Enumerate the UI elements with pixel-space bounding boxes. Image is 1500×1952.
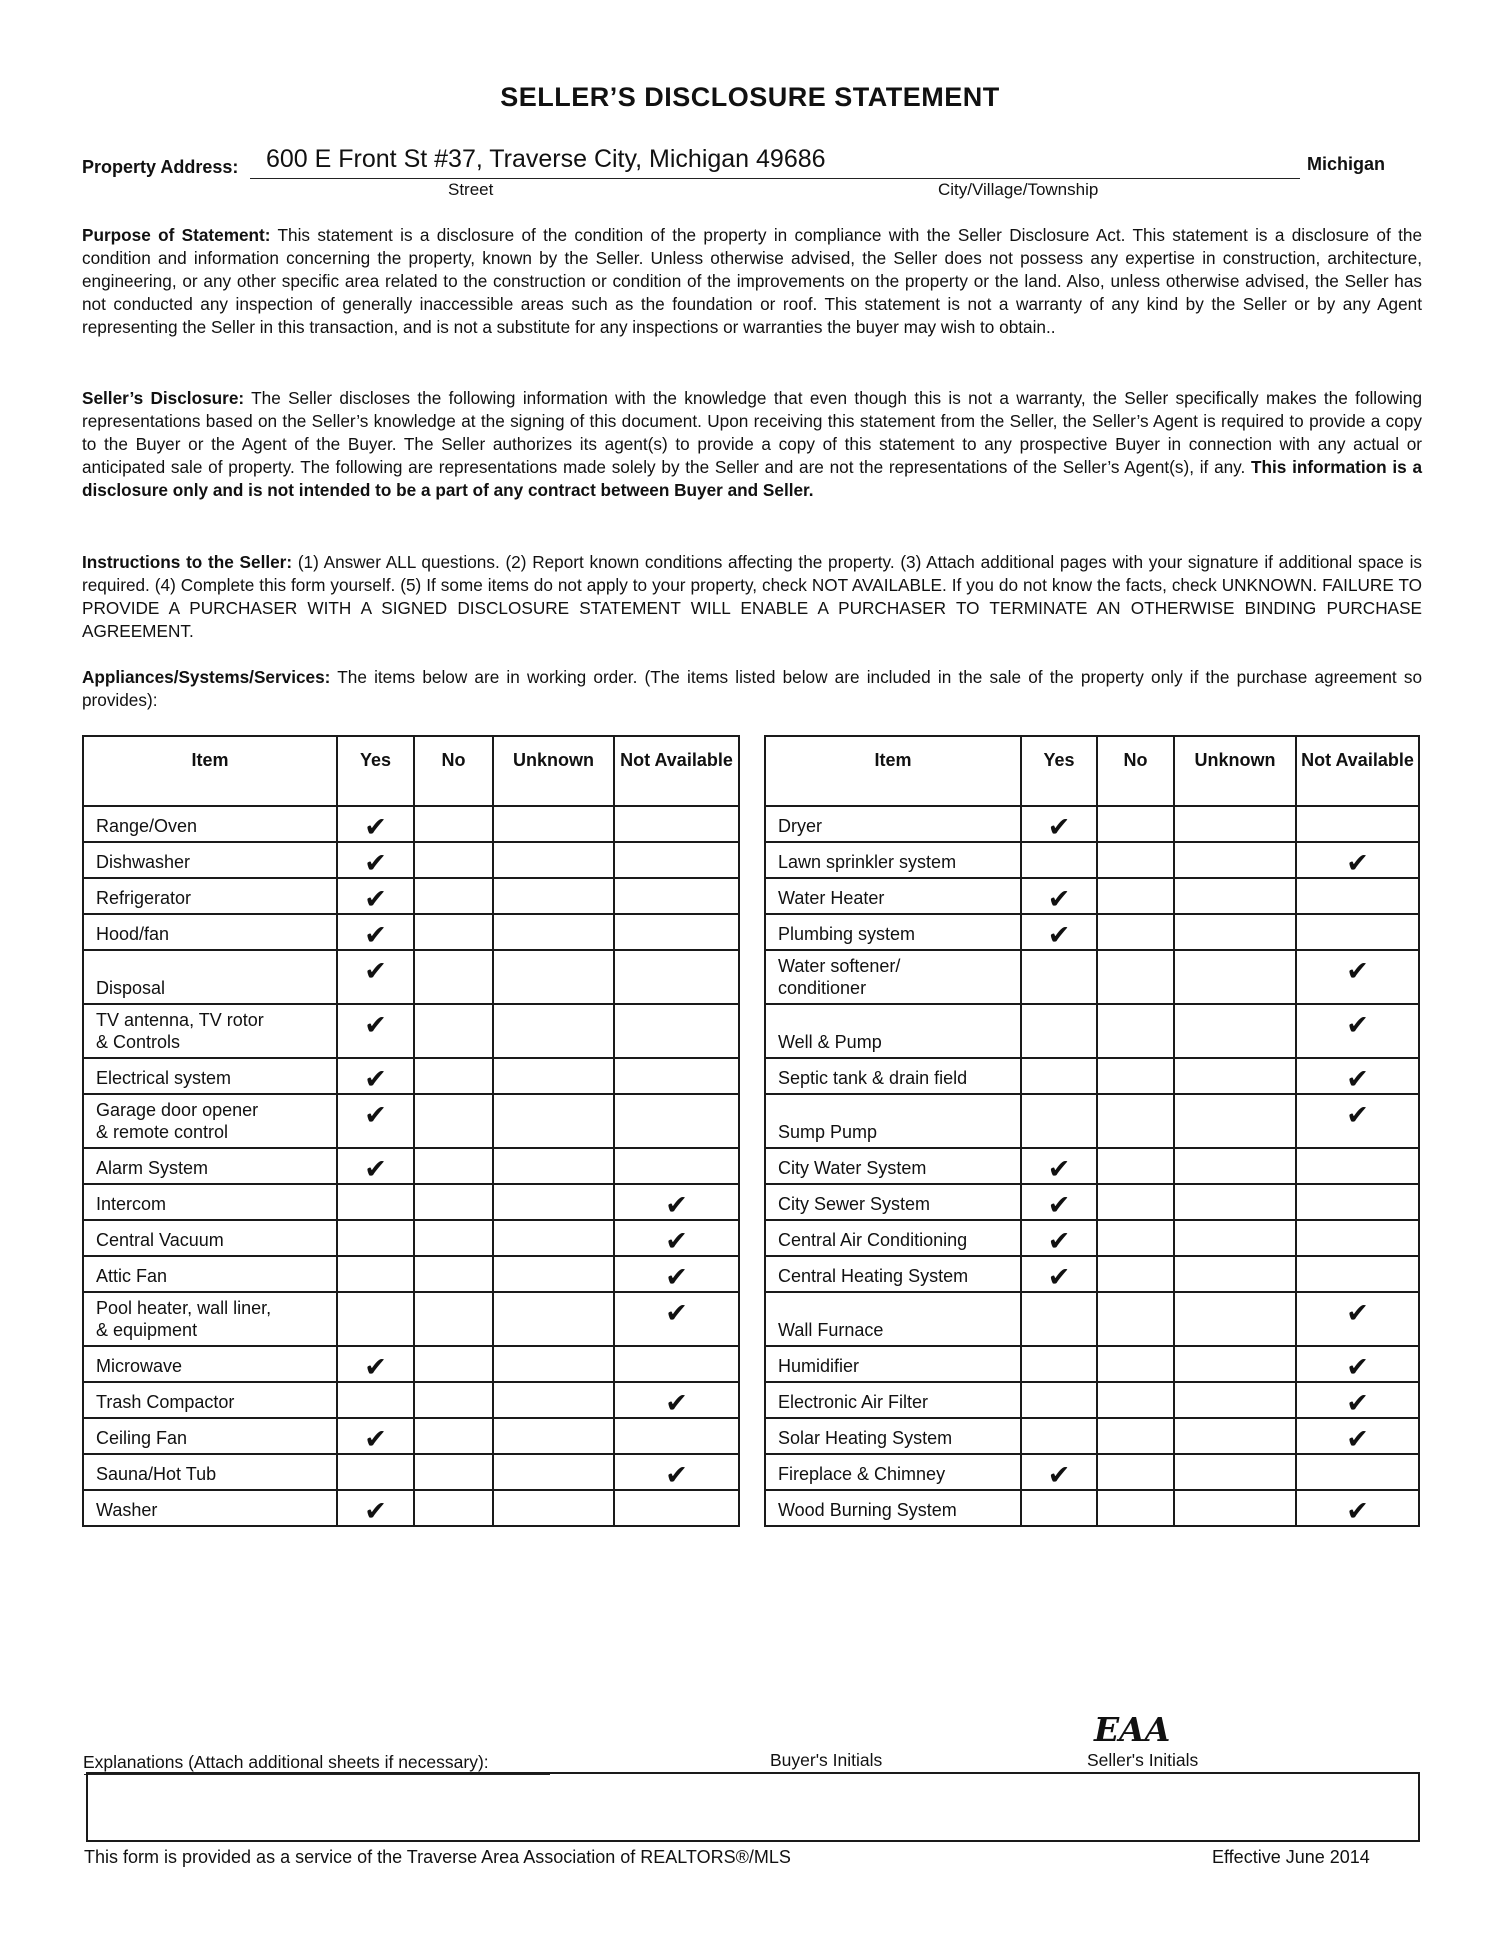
check-mark-icon: ✔ (1047, 812, 1071, 842)
checkbox-unknown[interactable] (493, 1148, 614, 1184)
checkbox-yes[interactable] (337, 1490, 414, 1526)
checkbox-no[interactable] (1097, 1454, 1174, 1490)
checkbox-na[interactable] (614, 1490, 739, 1526)
checkbox-na[interactable] (1296, 1256, 1419, 1292)
checkbox-yes[interactable] (1021, 1256, 1097, 1292)
item-label: Water softener/ conditioner (765, 950, 1021, 1004)
col-header-no: No (414, 736, 493, 806)
checkbox-yes[interactable] (1021, 1058, 1097, 1094)
check-mark-icon: ✔ (665, 1460, 688, 1490)
item-label: Attic Fan (83, 1256, 337, 1292)
item-label: Central Air Conditioning (765, 1220, 1021, 1256)
table-row (765, 950, 1419, 1004)
checkbox-no[interactable] (414, 1256, 493, 1292)
table-row (765, 1004, 1419, 1058)
checkbox-unknown[interactable] (1174, 1454, 1296, 1490)
col-header-not-available: Not Available (1296, 736, 1419, 806)
item-label: Fireplace & Chimney (765, 1454, 1021, 1490)
checkbox-na[interactable] (614, 1004, 739, 1058)
checkbox-na[interactable] (614, 950, 739, 1004)
check-mark-icon: ✔ (1346, 1010, 1369, 1040)
checkbox-yes[interactable] (337, 1148, 414, 1184)
checkbox-unknown[interactable] (493, 1184, 614, 1220)
checkbox-unknown[interactable] (1174, 1004, 1296, 1058)
checkbox-unknown[interactable] (1174, 1220, 1296, 1256)
checkbox-unknown[interactable] (1174, 1094, 1296, 1148)
item-label: Humidifier (765, 1346, 1021, 1382)
item-label: Dryer (765, 806, 1021, 842)
sellers-initials-label: Seller's Initials (1087, 1750, 1199, 1770)
checkbox-yes[interactable] (1021, 1094, 1097, 1148)
checkbox-no[interactable] (414, 1292, 493, 1346)
property-state: Michigan (1307, 154, 1386, 174)
check-mark-icon: ✔ (1346, 1298, 1369, 1328)
checkbox-yes[interactable] (1021, 842, 1097, 878)
checkbox-na[interactable] (1296, 806, 1419, 842)
item-label: Septic tank & drain field (765, 1058, 1021, 1094)
checkbox-na[interactable] (614, 878, 739, 914)
property-address-line (250, 178, 1300, 179)
table-row (83, 1184, 739, 1220)
checkbox-unknown[interactable] (493, 1418, 614, 1454)
item-label: Well & Pump (765, 1004, 1021, 1058)
checkbox-no[interactable] (1097, 1292, 1174, 1346)
checkbox-no[interactable] (414, 1220, 493, 1256)
checkbox-na[interactable] (614, 1346, 739, 1382)
table-row (83, 914, 739, 950)
check-mark-icon: ✔ (364, 956, 387, 986)
explanations-label: Explanations (Attach additional sheets if necessary): (83, 1752, 489, 1772)
check-mark-icon: ✔ (364, 848, 387, 878)
item-label: Electrical system (83, 1058, 337, 1094)
table-row (765, 842, 1419, 878)
checkbox-yes[interactable] (1021, 1454, 1097, 1490)
checkbox-no[interactable] (414, 1058, 493, 1094)
item-label: City Sewer System (765, 1184, 1021, 1220)
table-row (765, 1292, 1419, 1346)
checkbox-no[interactable] (414, 878, 493, 914)
table-row (765, 1490, 1419, 1526)
checkbox-unknown[interactable] (1174, 1346, 1296, 1382)
effective-date: Effective June 2014 (1212, 1847, 1370, 1867)
checkbox-na[interactable] (1296, 1418, 1419, 1454)
checkbox-no[interactable] (1097, 1094, 1174, 1148)
checkbox-yes[interactable] (1021, 1004, 1097, 1058)
table-row (765, 1256, 1419, 1292)
checkbox-na[interactable] (1296, 1454, 1419, 1490)
checkbox-yes[interactable] (337, 1094, 414, 1148)
check-mark-icon: ✔ (364, 1064, 387, 1094)
item-label: Lawn sprinkler system (765, 842, 1021, 878)
checkbox-na[interactable] (1296, 1220, 1419, 1256)
checkbox-unknown[interactable] (493, 1004, 614, 1058)
instructions-heading: Instructions to the Seller: (82, 552, 293, 572)
checkbox-na[interactable] (614, 914, 739, 950)
table-row (765, 806, 1419, 842)
check-mark-icon: ✔ (665, 1298, 688, 1328)
checkbox-unknown[interactable] (493, 1220, 614, 1256)
checkbox-yes[interactable] (1021, 1220, 1097, 1256)
table-row (83, 1004, 739, 1058)
item-label: Alarm System (83, 1148, 337, 1184)
checkbox-unknown[interactable] (1174, 842, 1296, 878)
checkbox-yes[interactable] (337, 1184, 414, 1220)
checkbox-na[interactable] (1296, 1490, 1419, 1526)
checkbox-no[interactable] (1097, 914, 1174, 950)
checkbox-na[interactable] (1296, 1004, 1419, 1058)
checkbox-yes[interactable] (337, 1220, 414, 1256)
checkbox-no[interactable] (414, 950, 493, 1004)
table-row (83, 842, 739, 878)
checkbox-no[interactable] (1097, 1346, 1174, 1382)
checkbox-unknown[interactable] (1174, 914, 1296, 950)
checkbox-unknown[interactable] (493, 878, 614, 914)
check-mark-icon: ✔ (364, 812, 387, 842)
checkbox-na[interactable] (614, 1382, 739, 1418)
seller-initials-signature: EAA (1094, 1710, 1171, 1749)
checkbox-unknown[interactable] (1174, 1292, 1296, 1346)
check-mark-icon: ✔ (1047, 1154, 1071, 1184)
disclosure-text: The Seller discloses the following information with the knowledge that even though this is not a warranty, the Seller specifically makes the following representations based on the Seller’s knowledge at the signing of this document. Upon receiving this statement from the Seller, the Seller’s Agent is required to provide a copy to the Buyer or the Agent of the Buyer. The Seller authorizes its agent(s) to provide a copy of this statement to any prospective Buyer in connection with any actual or anticipated sale of property. The following are representations made solely by the Seller and are not the representations of the Seller’s Agent(s), if any. (82, 388, 1423, 477)
checkbox-unknown[interactable] (1174, 1490, 1296, 1526)
checkbox-no[interactable] (414, 1346, 493, 1382)
check-mark-icon: ✔ (665, 1388, 688, 1418)
table-row (83, 950, 739, 1004)
item-label: Refrigerator (83, 878, 337, 914)
checkbox-yes[interactable] (337, 1292, 414, 1346)
item-label: Sauna/Hot Tub (83, 1454, 337, 1490)
table-row (83, 1346, 739, 1382)
checkbox-yes[interactable] (337, 1382, 414, 1418)
checkbox-no[interactable] (414, 1184, 493, 1220)
checkbox-unknown[interactable] (1174, 1418, 1296, 1454)
checkbox-unknown[interactable] (493, 1292, 614, 1346)
explanations-box[interactable] (86, 1772, 1420, 1842)
table-row (765, 1418, 1419, 1454)
item-label: Water Heater (765, 878, 1021, 914)
table-row (83, 1490, 739, 1526)
check-mark-icon: ✔ (364, 884, 387, 914)
checkbox-na[interactable] (614, 1148, 739, 1184)
check-mark-icon: ✔ (1047, 1460, 1071, 1490)
checkbox-na[interactable] (1296, 1382, 1419, 1418)
disclosure-heading: Seller’s Disclosure: (82, 388, 245, 408)
item-label: Plumbing system (765, 914, 1021, 950)
checkbox-no[interactable] (1097, 842, 1174, 878)
table-row (765, 878, 1419, 914)
col-header-item: Item (83, 736, 337, 806)
checkbox-unknown[interactable] (1174, 1058, 1296, 1094)
item-label: Dishwasher (83, 842, 337, 878)
checkbox-yes[interactable] (337, 914, 414, 950)
check-mark-icon: ✔ (665, 1262, 688, 1292)
checkbox-unknown[interactable] (1174, 1184, 1296, 1220)
checkbox-na[interactable] (1296, 950, 1419, 1004)
checkbox-yes[interactable] (1021, 1490, 1097, 1526)
check-mark-icon: ✔ (364, 1010, 387, 1040)
check-mark-icon: ✔ (1346, 1352, 1369, 1382)
checkbox-no[interactable] (414, 1148, 493, 1184)
checkbox-no[interactable] (1097, 1490, 1174, 1526)
city-caption: City/Village/Township (938, 180, 1099, 199)
check-mark-icon: ✔ (665, 1226, 688, 1256)
checkbox-no[interactable] (414, 914, 493, 950)
checkbox-no[interactable] (414, 1004, 493, 1058)
appliances-table-right (764, 735, 1420, 1527)
purpose-text: This statement is a disclosure of the condition of the property in compliance with the Seller Disclosure Act. This statement is a disclosure of the condition and information concerning the property, known by the Seller. Unless otherwise advised, the Seller does not possess any expertise in construction, architecture, engineering, or any other specific area related to the construction or condition of the improvements on the property or the land. Also, unless otherwise advised, the Seller has not conducted any inspection of generally inaccessible areas such as the foundation or roof. This statement is not a warranty of any kind by the Seller or by any Agent representing the Seller in this transaction, and is not a substitute for any inspections or warranties the buyer may wish to obtain.. (82, 225, 1423, 337)
checkbox-na[interactable] (614, 1454, 739, 1490)
instructions-text: (1) Answer ALL questions. (2) Report known conditions affecting the property. (3) Attach additional pages with your signature if additional space is required. (4) Complete this form yourself. (5) If some items do not apply to your property, check NOT AVAILABLE. If you do not know the facts, check UNKNOWN. FAILURE TO PROVIDE A PURCHASER WITH A SIGNED DISCLOSURE STATEMENT WILL ENABLE A PURCHASER TO TERMINATE AN OTHERWISE BINDING PURCHASE AGREEMENT. (82, 552, 1422, 641)
check-mark-icon: ✔ (1047, 1262, 1071, 1292)
checkbox-no[interactable] (414, 1490, 493, 1526)
checkbox-no[interactable] (414, 1418, 493, 1454)
checkbox-yes[interactable] (337, 1058, 414, 1094)
check-mark-icon: ✔ (1346, 1388, 1369, 1418)
checkbox-no[interactable] (1097, 1418, 1174, 1454)
item-label: Disposal (83, 950, 337, 1004)
checkbox-unknown[interactable] (493, 1454, 614, 1490)
item-label: Intercom (83, 1184, 337, 1220)
item-label: City Water System (765, 1148, 1021, 1184)
checkbox-na[interactable] (614, 842, 739, 878)
checkbox-unknown[interactable] (493, 1382, 614, 1418)
table-row (83, 1094, 739, 1148)
checkbox-yes[interactable] (337, 1418, 414, 1454)
item-label: Trash Compactor (83, 1382, 337, 1418)
checkbox-no[interactable] (414, 1094, 493, 1148)
appliances-intro (82, 666, 1422, 712)
check-mark-icon: ✔ (1047, 1226, 1071, 1256)
checkbox-na[interactable] (614, 1220, 739, 1256)
item-label: Microwave (83, 1346, 337, 1382)
appliances-table-left (82, 735, 740, 1527)
checkbox-unknown[interactable] (1174, 1148, 1296, 1184)
checkbox-no[interactable] (1097, 1004, 1174, 1058)
checkbox-na[interactable] (1296, 1184, 1419, 1220)
col-header-item: Item (765, 736, 1021, 806)
col-header-yes: Yes (1021, 736, 1097, 806)
page-title: SELLER’S DISCLOSURE STATEMENT (500, 82, 1000, 112)
check-mark-icon: ✔ (364, 1352, 387, 1382)
checkbox-unknown[interactable] (1174, 950, 1296, 1004)
table-row (765, 1058, 1419, 1094)
checkbox-yes[interactable] (1021, 1418, 1097, 1454)
table-row (83, 1454, 739, 1490)
checkbox-na[interactable] (1296, 914, 1419, 950)
checkbox-na[interactable] (1296, 1292, 1419, 1346)
table-row (83, 1256, 739, 1292)
disclosure-bold-text: This information is a disclosure only and is not intended to be a part of any contract between Buyer and Seller. (82, 457, 1423, 500)
appliances-heading: Appliances/Systems/Services: (82, 667, 331, 687)
item-label: Electronic Air Filter (765, 1382, 1021, 1418)
checkbox-yes[interactable] (337, 1454, 414, 1490)
checkbox-na[interactable] (614, 1292, 739, 1346)
checkbox-yes[interactable] (1021, 1382, 1097, 1418)
item-label: Pool heater, wall liner, & equipment (83, 1292, 337, 1346)
street-caption: Street (448, 180, 494, 199)
checkbox-na[interactable] (1296, 1058, 1419, 1094)
checkbox-na[interactable] (1296, 1094, 1419, 1148)
item-label: Solar Heating System (765, 1418, 1021, 1454)
item-label: Washer (83, 1490, 337, 1526)
checkbox-na[interactable] (614, 1094, 739, 1148)
table-row (765, 1148, 1419, 1184)
checkbox-no[interactable] (414, 1454, 493, 1490)
checkbox-unknown[interactable] (493, 1058, 614, 1094)
table-row (765, 1220, 1419, 1256)
item-label: TV antenna, TV rotor & Controls (83, 1004, 337, 1058)
check-mark-icon: ✔ (1346, 1100, 1369, 1130)
col-header-no: No (1097, 736, 1174, 806)
checkbox-na[interactable] (614, 1418, 739, 1454)
checkbox-yes[interactable] (1021, 1184, 1097, 1220)
table-row (83, 1382, 739, 1418)
check-mark-icon: ✔ (665, 1190, 688, 1220)
checkbox-no[interactable] (1097, 1256, 1174, 1292)
checkbox-no[interactable] (414, 806, 493, 842)
checkbox-yes[interactable] (1021, 950, 1097, 1004)
check-mark-icon: ✔ (364, 920, 387, 950)
checkbox-no[interactable] (1097, 1220, 1174, 1256)
checkbox-yes[interactable] (337, 806, 414, 842)
appliances-text: The items below are in working order. (The items listed below are included in the sale of the property only if the purchase agreement so provides): (82, 667, 1422, 710)
checkbox-no[interactable] (414, 842, 493, 878)
checkbox-unknown[interactable] (493, 914, 614, 950)
check-mark-icon: ✔ (364, 1496, 387, 1526)
checkbox-na[interactable] (614, 1184, 739, 1220)
item-label: Garage door opener & remote control (83, 1094, 337, 1148)
item-label: Range/Oven (83, 806, 337, 842)
checkbox-na[interactable] (1296, 878, 1419, 914)
check-mark-icon: ✔ (1346, 1064, 1369, 1094)
checkbox-na[interactable] (1296, 842, 1419, 878)
table-row (765, 1454, 1419, 1490)
check-mark-icon: ✔ (1346, 1496, 1369, 1526)
checkbox-unknown[interactable] (493, 806, 614, 842)
checkbox-unknown[interactable] (493, 1094, 614, 1148)
footer-note: This form is provided as a service of the Traverse Area Association of REALTORS®/MLS (84, 1847, 791, 1867)
checkbox-yes[interactable] (337, 1346, 414, 1382)
table-row (765, 1346, 1419, 1382)
checkbox-unknown[interactable] (493, 842, 614, 878)
check-mark-icon: ✔ (364, 1100, 387, 1130)
check-mark-icon: ✔ (364, 1424, 387, 1454)
instructions-to-seller (82, 551, 1422, 643)
checkbox-na[interactable] (1296, 1148, 1419, 1184)
buyers-initials-label: Buyer's Initials (770, 1750, 883, 1770)
checkbox-yes[interactable] (1021, 1346, 1097, 1382)
checkbox-na[interactable] (614, 806, 739, 842)
table-row (83, 1418, 739, 1454)
table-row (83, 878, 739, 914)
checkbox-unknown[interactable] (1174, 1256, 1296, 1292)
property-address-value[interactable]: 600 E Front St #37, Traverse City, Michigan 49686 (266, 145, 826, 173)
sellers-disclosure (82, 387, 1422, 502)
table-row (83, 806, 739, 842)
item-label: Central Heating System (765, 1256, 1021, 1292)
checkbox-unknown[interactable] (493, 1256, 614, 1292)
col-header-yes: Yes (337, 736, 414, 806)
check-mark-icon: ✔ (1346, 848, 1369, 878)
check-mark-icon: ✔ (1346, 1424, 1369, 1454)
item-label: Hood/fan (83, 914, 337, 950)
table-row (83, 1220, 739, 1256)
checkbox-na[interactable] (614, 1256, 739, 1292)
col-header-not-available: Not Available (614, 736, 739, 806)
checkbox-yes[interactable] (337, 878, 414, 914)
checkbox-unknown[interactable] (1174, 1382, 1296, 1418)
checkbox-yes[interactable] (1021, 806, 1097, 842)
check-mark-icon: ✔ (1047, 920, 1071, 950)
table-row (765, 1094, 1419, 1148)
table-row (765, 1184, 1419, 1220)
checkbox-yes[interactable] (337, 1256, 414, 1292)
col-header-unknown: Unknown (1174, 736, 1296, 806)
table-row (765, 914, 1419, 950)
checkbox-no[interactable] (414, 1382, 493, 1418)
check-mark-icon: ✔ (364, 1154, 387, 1184)
checkbox-yes[interactable] (1021, 1292, 1097, 1346)
checkbox-yes[interactable] (337, 842, 414, 878)
checkbox-na[interactable] (1296, 1346, 1419, 1382)
checkbox-unknown[interactable] (1174, 806, 1296, 842)
checkbox-unknown[interactable] (493, 1346, 614, 1382)
property-address-label: Property Address: (82, 157, 239, 177)
checkbox-no[interactable] (1097, 878, 1174, 914)
checkbox-no[interactable] (1097, 1382, 1174, 1418)
checkbox-yes[interactable] (337, 1004, 414, 1058)
check-mark-icon: ✔ (1047, 1190, 1071, 1220)
checkbox-yes[interactable] (337, 950, 414, 1004)
purpose-of-statement (82, 224, 1422, 339)
checkbox-unknown[interactable] (493, 950, 614, 1004)
item-label: Wood Burning System (765, 1490, 1021, 1526)
checkbox-unknown[interactable] (1174, 878, 1296, 914)
checkbox-yes[interactable] (1021, 1148, 1097, 1184)
purpose-heading: Purpose of Statement: (82, 225, 271, 245)
item-label: Wall Furnace (765, 1292, 1021, 1346)
checkbox-no[interactable] (1097, 806, 1174, 842)
check-mark-icon: ✔ (1346, 956, 1369, 986)
table-row (83, 1148, 739, 1184)
table-row (83, 1292, 739, 1346)
col-header-unknown: Unknown (493, 736, 614, 806)
checkbox-yes[interactable] (1021, 878, 1097, 914)
checkbox-unknown[interactable] (493, 1490, 614, 1526)
checkbox-no[interactable] (1097, 1184, 1174, 1220)
table-row (765, 1382, 1419, 1418)
checkbox-yes[interactable] (1021, 914, 1097, 950)
item-label: Sump Pump (765, 1094, 1021, 1148)
table-row (83, 1058, 739, 1094)
checkbox-no[interactable] (1097, 1058, 1174, 1094)
checkbox-no[interactable] (1097, 1148, 1174, 1184)
item-label: Ceiling Fan (83, 1418, 337, 1454)
check-mark-icon: ✔ (1047, 884, 1071, 914)
checkbox-no[interactable] (1097, 950, 1174, 1004)
item-label: Central Vacuum (83, 1220, 337, 1256)
checkbox-na[interactable] (614, 1058, 739, 1094)
